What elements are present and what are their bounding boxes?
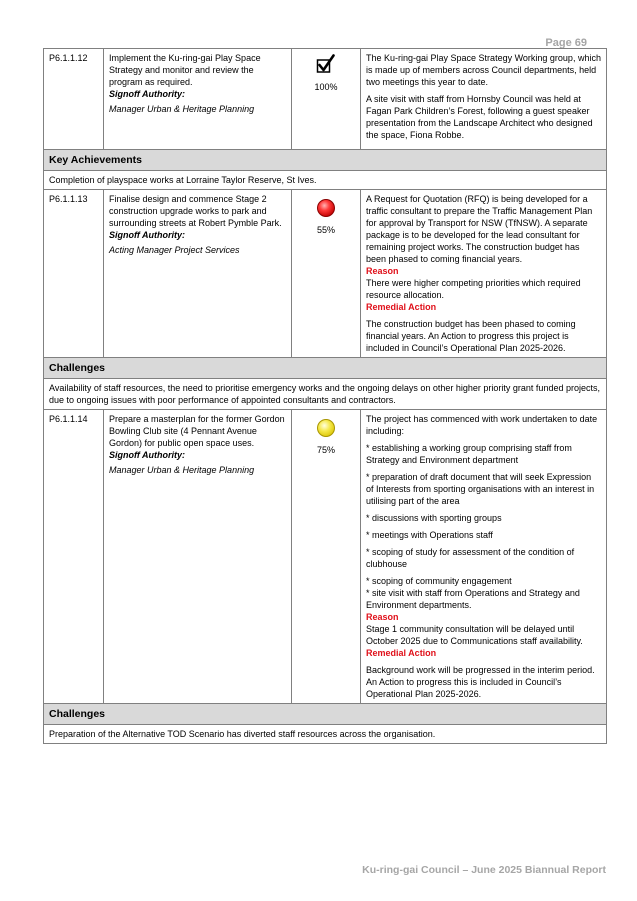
- action-row-p6-1-1-12: [44, 49, 607, 150]
- action-description: Finalise design and commence Stage 2 construction upgrade works to park and surrounding streets at Robert Pymble Park.: [109, 194, 282, 228]
- key-achievements-text: Completion of playspace works at Lorraine Taylor Reserve, St Ives.: [44, 171, 607, 190]
- challenges-heading: Challenges: [44, 358, 607, 379]
- comment-cell: [361, 410, 607, 704]
- comment-paragraph: The Ku-ring-gai Play Space Strategy Working group, which is made up of members across Council departments, held two meetings this year to date.: [366, 53, 601, 87]
- challenges-heading: Challenges: [44, 704, 607, 725]
- comment-paragraph: A Request for Quotation (RFQ) is being developed for a traffic consultant to prepare the Traffic Management Plan for approval by Transport for NSW (TfNSW). A separate package is to be developed for the lead consultant for remaining project works. The construction budget has been phased to coming financial years.: [366, 194, 593, 264]
- comment-cell: [361, 190, 607, 358]
- signoff-authority: Manager Urban & Heritage Planning: [109, 465, 255, 475]
- comment-cell: [361, 49, 607, 150]
- checkmark-icon: [316, 54, 336, 77]
- action-row-p6-1-1-14: [44, 410, 607, 704]
- reason-label: Reason: [366, 612, 399, 622]
- page-number: Page 69: [545, 37, 587, 49]
- signoff-label: Signoff Authority:: [109, 450, 185, 460]
- page-footer: Ku-ring-gai Council – June 2025 Biannual Report: [362, 864, 606, 876]
- comment-paragraph: * establishing a working group comprising staff from Strategy and Environment department: [366, 443, 572, 465]
- action-code: P6.1.1.13: [44, 190, 104, 358]
- action-code: P6.1.1.14: [44, 410, 104, 704]
- red-status-icon: [317, 199, 335, 217]
- action-task-cell: [104, 190, 292, 358]
- reason-text: Stage 1 community consultation will be delayed until October 2025 due to Communications staff availability.: [366, 624, 583, 646]
- comment-paragraph: * preparation of draft document that will seek Expression of Interests from sporting organisations with an interest in utilising part of the area: [366, 472, 595, 506]
- comment-paragraph: * meetings with Operations staff: [366, 530, 493, 540]
- percent-complete: 55%: [316, 225, 335, 235]
- status-cell: [292, 190, 361, 358]
- remedial-action-text: The construction budget has been phased to coming financial years. An Action to progress this project is included in Council’s Operational Plan 2025-2026.: [366, 319, 576, 353]
- comment-paragraph: * site visit with staff from Operations and Strategy and Environment departments.: [366, 588, 580, 610]
- remedial-action-label: Remedial Action: [366, 302, 437, 312]
- signoff-label: Signoff Authority:: [109, 230, 185, 240]
- challenges-text: Preparation of the Alternative TOD Scenario has diverted staff resources across the organisation.: [44, 725, 607, 744]
- challenges-text: Availability of staff resources, the need to prioritise emergency works and the ongoing delays on other higher priority grant funded projects, due to ongoing issues with poor performance of appointed consultants and contractors.: [44, 379, 607, 410]
- action-row-p6-1-1-13: [44, 190, 607, 358]
- action-code: P6.1.1.12: [44, 49, 104, 150]
- reason-label: Reason: [366, 266, 399, 276]
- percent-complete: 75%: [316, 445, 335, 455]
- action-table: [43, 48, 607, 744]
- remedial-action-label: Remedial Action: [366, 648, 437, 658]
- comment-paragraph: * discussions with sporting groups: [366, 513, 502, 523]
- yellow-status-icon: [317, 419, 335, 437]
- key-achievements-heading: Key Achievements: [44, 150, 607, 171]
- action-task-cell: [104, 410, 292, 704]
- reason-text: There were higher competing priorities which required resource allocation.: [366, 278, 581, 300]
- signoff-authority: Manager Urban & Heritage Planning: [109, 104, 255, 114]
- comment-paragraph: * scoping of community engagement: [366, 576, 512, 586]
- remedial-action-text: Background work will be progressed in the interim period. An Action to progress this is included in Council’s Operational Plan 2025-2026.: [366, 665, 595, 699]
- action-description: Prepare a masterplan for the former Gordon Bowling Club site (4 Pennant Avenue Gordon) for public open space uses.: [109, 414, 285, 448]
- percent-complete: 100%: [314, 82, 338, 92]
- status-cell: [292, 49, 361, 150]
- action-description: Implement the Ku-ring-gai Play Space Strategy and monitor and review the program as required.: [109, 53, 261, 87]
- comment-paragraph: A site visit with staff from Hornsby Council was held at Fagan Park Children’s Forest, following a guest speaker presentation from the Landscape Architect who designed the space, Fiona Robbe.: [366, 94, 593, 140]
- comment-paragraph: * scoping of study for assessment of the condition of clubhouse: [366, 547, 575, 569]
- comment-paragraph: The project has commenced with work undertaken to date including:: [366, 414, 598, 436]
- action-task-cell: [104, 49, 292, 150]
- signoff-authority: Acting Manager Project Services: [109, 245, 240, 255]
- status-cell: [292, 410, 361, 704]
- signoff-label: Signoff Authority:: [109, 89, 185, 99]
